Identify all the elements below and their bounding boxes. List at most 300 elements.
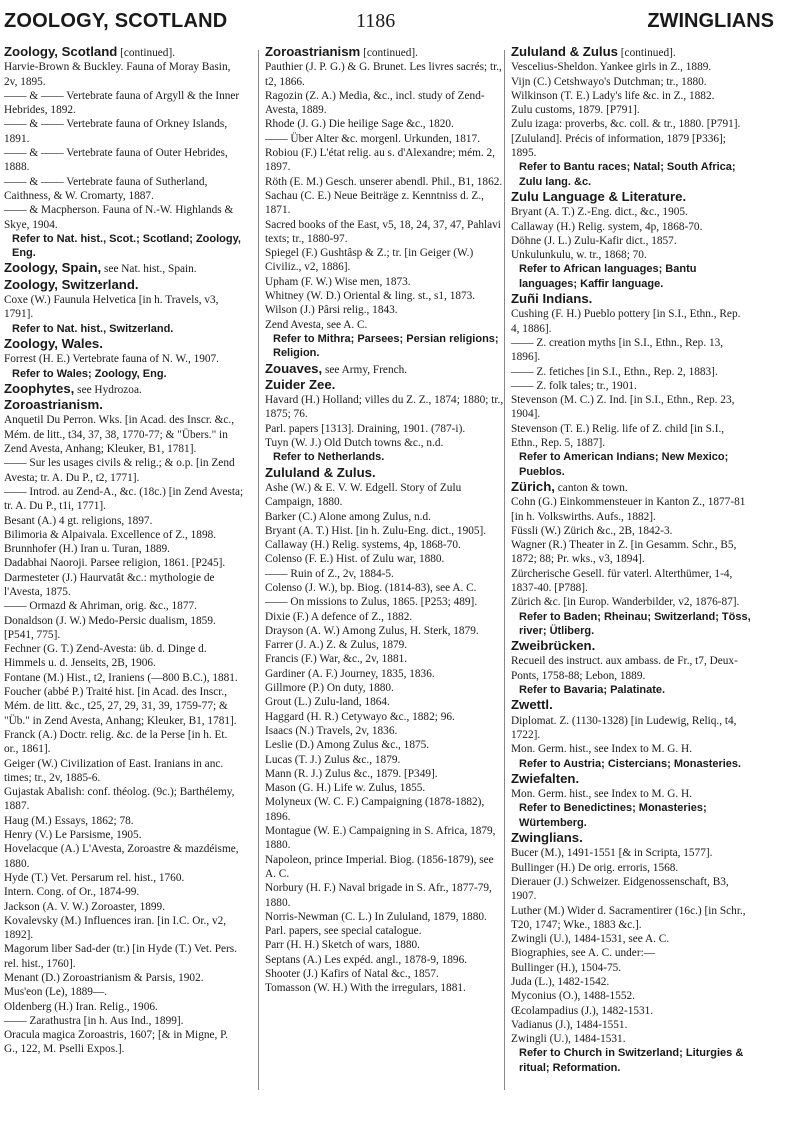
index-entry	[265, 967, 505, 981]
index-entry	[4, 814, 244, 828]
entry-text: Œcolampadius (J.), 1482-1531.	[511, 1004, 654, 1017]
index-entry	[265, 781, 505, 795]
index-entry	[265, 60, 505, 89]
index-entry	[511, 75, 751, 89]
index-entry	[265, 667, 505, 681]
entry-text: Shooter (J.) Kafirs of Natal &c., 1857.	[265, 968, 439, 980]
entry-text: —— Introd. au Zend-A., &c. (18c.) [in Zend Avesta; tr. A. Du P., t1i, 1771].	[4, 485, 244, 513]
heading-term: Zwiefalten.	[511, 770, 580, 786]
entry-text: see Army, French.	[322, 363, 408, 376]
index-entry	[265, 189, 505, 218]
index-entry	[4, 685, 244, 728]
entry-text: Refer to Mithra; Parsees; Persian religions; Religion.	[273, 332, 499, 360]
entry-text: Wilkinson (T. E.) Lady's life &c. in Z., 1882.	[511, 89, 715, 102]
entry-text: Mann (R. J.) Zulus &c., 1879. [P349].	[265, 767, 438, 780]
entry-text: Jackson (A. V. W.) Zoroaster, 1899.	[4, 900, 166, 913]
entry-text: Refer to African languages; Bantu languages; Kaffir language.	[519, 263, 697, 290]
index-entry	[511, 205, 751, 219]
index-entry	[4, 828, 244, 842]
entry-text: Gillmore (P.) On duty, 1880.	[265, 682, 394, 695]
entry-text: Upham (F. W.) Wise men, 1873.	[265, 275, 411, 288]
entry-text: Haggard (H. R.) Cetywayo &c., 1882; 96.	[265, 710, 455, 723]
index-entry	[265, 795, 505, 824]
entry-text: Henry (V.) Le Parsisme, 1905.	[4, 829, 142, 842]
index-entry	[511, 861, 751, 875]
heading-term: Zwettl.	[511, 697, 553, 713]
index-entry	[265, 881, 505, 910]
index-entry	[511, 595, 751, 609]
entry-text: Oracula magica Zoroastris, 1607; [& in Migne, P. G., 122, M. Pselli Expos.].	[4, 1029, 229, 1056]
entry-text: Isaacs (N.) Travels, 2v, 1836.	[265, 724, 398, 737]
index-heading	[265, 44, 505, 60]
heading-term: Zweibrücken.	[511, 638, 596, 654]
index-entry	[265, 595, 505, 609]
heading-term: Zululand & Zulus.	[265, 464, 376, 480]
entry-text: Francis (F.) War, &c., 2v, 1881.	[265, 653, 408, 666]
heading-term: Zululand & Zulus	[511, 44, 618, 59]
index-entry	[4, 556, 244, 570]
cross-reference	[511, 160, 751, 189]
heading-term: Zwinglians.	[511, 830, 583, 846]
entry-text: Refer to Nat. hist., Switzerland.	[12, 322, 174, 335]
column-right	[511, 44, 751, 1075]
entry-text: Tomasson (W. H.) With the irregulars, 1881.	[265, 982, 466, 995]
heading-term: Zoology, Scotland	[4, 44, 118, 59]
entry-text: Döhne (J. L.) Zulu-Kafir dict., 1857.	[511, 234, 677, 247]
entry-text: Leslie (D.) Among Zulus &c., 1875.	[265, 739, 430, 752]
cross-reference	[4, 367, 244, 381]
entry-text: Refer to Austria; Cistercians; Monasteries.	[519, 757, 742, 770]
entry-text: see Hydrozoa.	[74, 383, 142, 396]
index-entry	[265, 824, 505, 853]
entry-text: see Nat. hist., Spain.	[101, 263, 197, 276]
index-entry	[511, 336, 751, 365]
entry-text: Forrest (H. E.) Vertebrate fauna of N. W., 1907.	[4, 353, 220, 366]
index-entry	[265, 422, 505, 436]
entry-text: Oldenberg (H.) Iran. Relig., 1906.	[4, 1000, 158, 1013]
page-header	[0, 0, 800, 44]
index-entry	[511, 975, 751, 989]
entry-text: Wagner (R.) Theater in Z. [in Gesamm. Schr., B5, 1872; 88; Pr. wks., v3, 1894].	[511, 539, 737, 566]
entry-text: Bryant (A. T.) Z.-Eng. dict., &c., 1905.	[511, 206, 688, 219]
entry-text: Gardiner (A. F.) Journey, 1835, 1836.	[265, 667, 435, 680]
heading-term: Zoroastrianism.	[4, 397, 103, 413]
entry-text: —— & —— Vertebrate fauna of Orkney Islands, 1891.	[4, 118, 228, 145]
index-entry	[4, 542, 244, 556]
entry-text: Coxe (W.) Faunula Helvetica [in h. Travels, v3, 1791].	[4, 294, 219, 321]
entry-text: Parl. papers [1313]. Draining, 1901. (787-i).	[265, 422, 466, 435]
page-number: 1186	[356, 10, 396, 32]
index-entry	[265, 303, 505, 317]
index-entry	[265, 953, 505, 967]
entry-text: Franck (A.) Doctr. relig. &c. de la Perse [in h. Et. or., 1861].	[4, 728, 228, 756]
index-entry	[511, 422, 751, 451]
index-entry	[265, 652, 505, 666]
entry-text: —— Über Alter &c. morgenl. Urkunden, 1817.	[265, 132, 481, 145]
entry-text: Grout (L.) Zulu-land, 1864.	[265, 696, 390, 709]
entry-text: —— Z. fetiches [in S.I., Ethn., Rep. 2, 1883].	[511, 365, 718, 378]
index-heading	[265, 377, 505, 393]
entry-text: Mon. Germ. hist., see Index to M. G. H.	[511, 743, 693, 756]
index-entry	[4, 175, 244, 204]
entry-text: Napoleon, prince Imperial. Biog. (1856-1879), see A. C.	[265, 853, 494, 880]
entry-text: Fontane (M.) Hist., t2, Iraniens (—800 B.C.), 1881.	[4, 671, 238, 684]
entry-text: Sacred books of the East, v5, 18, 24, 37, 47, Pahlavi texts; tr., 1880-97.	[265, 218, 501, 245]
index-entry	[4, 352, 244, 366]
index-entry	[511, 60, 751, 74]
entry-text: Hyde (T.) Vet. Persarum rel. hist., 1760.	[4, 871, 185, 884]
entry-text: Haug (M.) Essays, 1862; 78.	[4, 814, 134, 827]
index-entry	[511, 248, 751, 262]
heading-term: Zürich,	[511, 478, 555, 494]
index-entry	[265, 289, 505, 303]
entry-text: —— & Macpherson. Fauna of N.-W. Highlands & Skye, 1904.	[4, 204, 234, 231]
heading-term: Zoology, Switzerland.	[4, 276, 139, 292]
index-entry	[511, 875, 751, 904]
entry-text: Zwingli (U.), 1484-1531, see A. C.	[511, 933, 670, 946]
heading-term: Zoophytes,	[4, 380, 75, 396]
index-entry	[511, 714, 751, 743]
heading-term: Zulu Language & Literature.	[511, 188, 687, 204]
entry-text: Bucer (M.), 1491-1551 [& in Scripta, 1577].	[511, 847, 713, 860]
entry-text: Cohn (G.) Einkommensteuer in Kanton Z., 1877-81 [in h. Volkswirths. Aufs., 1882].	[511, 496, 746, 523]
index-entry	[4, 842, 244, 871]
entry-text: Vijn (C.) Cetshwayo's Dutchman; tr., 1880.	[511, 75, 707, 88]
index-entry	[265, 767, 505, 781]
entry-text: Röth (E. M.) Gesch. unserer abendl. Phil., B1, 1862.	[265, 175, 503, 188]
entry-text: Norris-Newman (C. L.) In Zululand, 1879, 1880.	[265, 910, 487, 923]
entry-text: Donaldson (J. W.) Medo-Persic dualism, 1859. [P541, 775].	[4, 614, 216, 641]
index-entry	[511, 961, 751, 975]
index-entry	[265, 552, 505, 566]
index-heading	[511, 771, 751, 787]
index-entry	[4, 785, 244, 814]
entry-text: —— Zarathustra [in h. Aus Ind., 1899].	[4, 1014, 184, 1027]
entry-text: Bilimoria & Alpaivala. Excellence of Z., 1898.	[4, 528, 217, 541]
entry-text: Parl. papers, see special catalogue.	[265, 925, 422, 938]
index-entry	[265, 146, 505, 175]
index-entry	[511, 234, 751, 248]
index-heading	[511, 44, 751, 60]
entry-text: Füssli (W.) Zürich &c., 2B, 1842-3.	[511, 524, 673, 537]
entry-text: Brunnhofer (H.) Iran u. Turan, 1889.	[4, 543, 170, 556]
index-entry	[4, 413, 244, 456]
entry-text: Harvie-Brown & Buckley. Fauna of Moray Basin, 2v, 1895.	[4, 61, 231, 88]
entry-text: Spiegel (F.) Gushtâsp & Z.; tr. [in Geiger (W.) Civiliz., v2, 1886].	[265, 247, 474, 274]
index-entry	[511, 379, 751, 393]
entry-text: —— Z. folk tales; tr., 1901.	[511, 379, 637, 392]
entry-text: Stevenson (T. E.) Relig. life of Z. child [in S.I., Ethn., Rep. 5, 1887].	[511, 422, 725, 450]
index-entry	[4, 456, 244, 485]
index-entry	[265, 610, 505, 624]
index-entry	[4, 60, 244, 89]
entry-text: Callaway (H.) Relig. system, 4p, 1868-70.	[511, 220, 703, 233]
entry-text: —— & —— Vertebrate fauna of Argyll & the Inner Hebrides, 1892.	[4, 89, 240, 117]
heading-term: Zoology, Wales.	[4, 335, 103, 351]
entry-text: [continued].	[360, 47, 419, 59]
entry-text: Bullinger (H.) De orig. erroris, 1568.	[511, 861, 679, 874]
entry-text: Zend Avesta, see A. C.	[265, 318, 368, 331]
cross-reference	[265, 332, 505, 361]
index-entry	[265, 724, 505, 738]
index-entry	[265, 275, 505, 289]
index-entry	[265, 218, 505, 247]
entry-text: Juda (L.), 1482-1542.	[511, 976, 610, 988]
index-entry	[265, 581, 505, 595]
entry-text: Cushing (F. H.) Pueblo pottery [in S.I., Ethn., Rep. 4, 1886].	[511, 308, 741, 335]
index-entry	[265, 132, 505, 146]
index-entry	[4, 146, 244, 175]
index-heading	[4, 277, 244, 293]
entry-text: —— Ruin of Z., 2v, 1884-5.	[265, 567, 394, 580]
entry-text: Unkulunkulu, w. tr., 1868; 70.	[511, 249, 647, 262]
entry-text: Myconius (O.), 1488-1552.	[511, 990, 635, 1003]
index-entry	[511, 132, 751, 161]
entry-text: Robiou (F.) L'état relig. au s. d'Alexandre; mém. 2, 1897.	[265, 147, 495, 174]
index-entry	[511, 538, 751, 567]
entry-text: Colenso (F. E.) Hist. of Zulu war, 1880.	[265, 553, 445, 566]
cross-reference	[511, 1046, 751, 1075]
index-entry	[4, 528, 244, 542]
index-entry	[4, 117, 244, 146]
cross-reference	[511, 610, 751, 639]
cross-reference	[4, 232, 244, 261]
entry-text: Farrer (J. A.) Z. & Zulus, 1879.	[265, 639, 408, 652]
entry-text: Refer to Benedictines; Monasteries; Würtemberg.	[519, 802, 707, 829]
entry-text: Recueil des instruct. aux ambass. de Fr., t7, Deux-Ponts, 1758-88; Lebon, 1889.	[511, 655, 738, 682]
index-entry	[4, 614, 244, 643]
cross-reference	[511, 450, 751, 479]
index-heading	[4, 336, 244, 352]
cross-reference	[511, 757, 751, 771]
index-entry	[4, 971, 244, 985]
index-entry	[511, 846, 751, 860]
entry-text: —— Ormazd & Ahriman, orig. &c., 1877.	[4, 600, 197, 613]
entry-text: Callaway (H.) Relig. systems, 4p, 1868-70.	[265, 539, 461, 552]
index-heading	[511, 830, 751, 846]
index-entry	[4, 985, 244, 999]
column-left	[4, 44, 244, 1057]
entry-text: —— & —— Vertebrate fauna of Outer Hebrides, 1888.	[4, 147, 228, 174]
entry-text: Geiger (W.) Civilization of East. Iranians in anc. times; tr., 2v, 1885-6.	[4, 757, 224, 784]
index-entry	[511, 932, 751, 946]
entry-text: Wilson (J.) Pârsi relig., 1843.	[265, 304, 398, 317]
index-entry	[265, 481, 505, 510]
entry-text: Septans (A.) Les expéd. angl., 1878-9, 1896.	[265, 953, 468, 966]
entry-text: —— & —— Vertebrate fauna of Sutherland, Caithness, & W. Cromarty, 1887.	[4, 175, 208, 202]
index-entry	[4, 642, 244, 671]
index-entry	[265, 681, 505, 695]
entry-text: Zulu izaga: proverbs, &c. coll. & tr., 1880. [P791].	[511, 118, 741, 131]
entry-text: Drayson (A. W.) Among Zulus, H. Sterk, 1879.	[265, 624, 479, 637]
index-entry	[265, 538, 505, 552]
index-entry	[4, 599, 244, 613]
column-middle	[265, 44, 505, 996]
entry-text: Refer to American Indians; New Mexico; Pueblos.	[519, 451, 729, 478]
cross-reference	[511, 801, 751, 830]
cross-reference	[265, 450, 505, 464]
entry-text: Zulu customs, 1879. [P791].	[511, 104, 640, 117]
entry-text: Stevenson (M. C.) Z. Ind. [in S.I., Ethn., Rep. 23, 1904].	[511, 394, 735, 421]
column-divider	[258, 50, 259, 1090]
cross-reference	[511, 683, 751, 697]
heading-term: Zouaves,	[265, 360, 323, 376]
entry-text: Zürich &c. [in Europ. Wanderbilder, v2, 1876-87].	[511, 596, 740, 609]
entry-text: Montague (W. E.) Campaigning in S. Africa, 1879, 1880.	[265, 825, 496, 852]
index-entry	[265, 738, 505, 752]
index-entry	[511, 393, 751, 422]
index-heading	[511, 697, 751, 713]
index-entry	[4, 942, 244, 971]
entry-text: Dixie (F.) A defence of Z., 1882.	[265, 610, 413, 623]
entry-text: Intern. Cong. of Or., 1874-99.	[4, 886, 140, 899]
index-entry	[511, 742, 751, 756]
index-entry	[4, 728, 244, 757]
index-entry	[265, 624, 505, 638]
index-entry	[4, 900, 244, 914]
index-entry	[511, 654, 751, 683]
index-entry	[511, 1018, 751, 1032]
index-heading	[4, 260, 244, 276]
entry-text: Gujastak Abalish: conf. théolog. (9c.); Barthélemy, 1887.	[4, 786, 235, 813]
index-heading	[4, 381, 244, 397]
index-entry	[4, 89, 244, 118]
index-entry	[511, 1004, 751, 1018]
index-entry	[4, 914, 244, 943]
index-entry	[265, 524, 505, 538]
entry-text: Parr (H. H.) Sketch of wars, 1880.	[265, 939, 420, 952]
entry-text: Besant (A.) 4 gt. religions, 1897.	[4, 514, 153, 527]
entry-text: Barker (C.) Alone among Zulus, n.d.	[265, 510, 431, 523]
index-heading	[511, 638, 751, 654]
index-entry	[4, 1014, 244, 1028]
index-entry	[265, 117, 505, 131]
entry-text: Mason (G. H.) Life w. Zulus, 1855.	[265, 782, 426, 795]
index-entry	[265, 567, 505, 581]
index-entry	[511, 1032, 751, 1046]
index-entry	[511, 103, 751, 117]
entry-text: [Zululand]. Précis of information, 1879 [P336]; 1895.	[511, 132, 726, 160]
entry-text: Hovelacque (A.) L'Avesta, Zoroastre & mazdéisme, 1880.	[4, 843, 239, 870]
running-head-right: ZWINGLIANS	[647, 10, 774, 32]
heading-term: Zuñi Indians.	[511, 291, 593, 307]
entry-text: Luther (M.) Wider d. Sacramentirer (16c.) [in Schr., T20, 1747; Wke., 1883 &c.].	[511, 904, 746, 931]
cross-reference	[511, 262, 751, 291]
entry-text: Foucher (abbé P.) Traité hist. [in Acad. des Inscr., Mém. de litt. &c., t25, 27, 29, 31, 39, 1759-77; & "Üb." in Zend Avesta, Anhang; Kleuker, B1, 1781].	[4, 686, 237, 727]
entry-text: Diplomat. Z. (1130-1328) [in Ludewig, Reliq., t4, 1722].	[511, 714, 737, 741]
entry-text: Pauthier (J. P. G.) & G. Brunet. Les livres sacrés; tr., t2, 1866.	[265, 61, 502, 88]
index-entry	[511, 117, 751, 131]
entry-text: Havard (H.) Holland; villes du Z. Z., 1874; 1880; tr., 1875; 76.	[265, 394, 504, 421]
entry-text: [continued].	[617, 47, 676, 59]
entry-text: Mon. Germ. hist., see Index to M. G. H.	[511, 788, 693, 801]
entry-text: Norbury (H. F.) Naval brigade in S. Afr., 1877-79, 1880.	[265, 882, 492, 909]
index-entry	[4, 485, 244, 514]
entry-text: Bryant (A. T.) Hist. [in h. Zulu-Eng. dict., 1905].	[265, 524, 487, 537]
heading-term: Zoology, Spain,	[4, 260, 102, 276]
index-entry	[265, 510, 505, 524]
entry-text: Anquetil Du Perron. Wks. [in Acad. des Inscr. &c., Mém. de litt., t34, 37, 38, 1770-77; & "Übers." in Zend Avesta, Anhang; Kleuker, B1, 1781].	[4, 414, 235, 456]
entry-text: Ragozin (Z. A.) Media, &c., incl. study of Zend-Avesta, 1889.	[265, 89, 485, 117]
entry-text: Whitney (W. D.) Oriental & ling. st., s1, 1873.	[265, 290, 476, 303]
entry-text: Magorum liber Sad-der (tr.) [in Hyde (T.) Vet. Pers. rel. hist., 1760].	[4, 943, 237, 970]
index-entry	[4, 514, 244, 528]
index-entry	[511, 307, 751, 336]
index-heading	[265, 361, 505, 377]
entry-text: —— Z. creation myths [in S.I., Ethn., Rep. 13, 1896].	[511, 336, 724, 364]
index-entry	[265, 246, 505, 275]
entry-text: [continued].	[117, 47, 176, 59]
index-heading	[265, 465, 505, 481]
index-entry	[511, 946, 751, 960]
index-entry	[4, 203, 244, 232]
index-heading	[511, 291, 751, 307]
entry-text: Menant (D.) Zoroastrianism & Parsis, 1902.	[4, 972, 204, 984]
entry-text: Colenso (J. W.), bp. Biog. (1814-83), see A. C.	[265, 581, 477, 594]
entry-text: —— Sur les usages civils & relig.; & o.p. [in Zend Avesta; tr. A. Du P., t2, 1771].	[4, 457, 235, 484]
index-entry	[511, 365, 751, 379]
index-entry	[265, 436, 505, 450]
entry-text: Refer to Nat. hist., Scot.; Scotland; Zoology, Eng.	[12, 232, 241, 260]
index-entry	[4, 871, 244, 885]
entry-text: Refer to Baden; Rheinau; Switzerland; Töss, river; Ütliberg.	[519, 610, 751, 637]
entry-text: Refer to Bantu races; Natal; South Africa; Zulu lang. &c.	[519, 161, 736, 188]
index-entry	[265, 924, 505, 938]
entry-text: Dadabhai Naoroji. Parsee religion, 1861. [P245].	[4, 557, 226, 570]
entry-text: Refer to Bavaria; Palatinate.	[519, 684, 666, 697]
index-entry	[265, 753, 505, 767]
entry-text: Dierauer (J.) Schweizer. Eidgenossenschaft, B3, 1907.	[511, 875, 729, 903]
heading-term: Zuider Zee.	[265, 376, 336, 392]
index-entry	[265, 938, 505, 952]
index-heading	[511, 479, 751, 495]
index-entry	[265, 910, 505, 924]
index-entry	[511, 524, 751, 538]
entry-text: Refer to Netherlands.	[273, 451, 385, 464]
index-entry	[4, 757, 244, 786]
index-entry	[4, 1028, 244, 1057]
entry-text: Lucas (T. J.) Zulus &c., 1879.	[265, 753, 401, 766]
index-entry	[511, 787, 751, 801]
entry-text: Ashe (W.) & E. V. W. Edgell. Story of Zulu Campaign, 1880.	[265, 481, 462, 509]
index-entry	[265, 981, 505, 995]
entry-text: Mus'eon (Le), 1889—.	[4, 986, 108, 999]
index-entry	[4, 571, 244, 600]
entry-text: Biographies, see A. C. under:—	[511, 947, 656, 960]
entry-text: Vescelius-Sheldon. Yankee girls in Z., 1889.	[511, 61, 712, 74]
index-entry	[4, 1000, 244, 1014]
index-entry	[4, 293, 244, 322]
entry-text: Sachau (C. E.) Neue Beiträge z. Kenntniss d. Z., 1871.	[265, 189, 484, 217]
index-entry	[511, 904, 751, 933]
index-entry	[511, 567, 751, 596]
index-entry	[265, 853, 505, 882]
index-entry	[4, 671, 244, 685]
entry-text: Vadianus (J.), 1484-1551.	[511, 1018, 628, 1031]
index-entry	[265, 695, 505, 709]
entry-text: Rhode (J. G.) Die heilige Sage &c., 1820.	[265, 118, 454, 131]
index-entry	[265, 175, 505, 189]
index-heading	[511, 189, 751, 205]
entry-text: Kovalevsky (M.) Influences iran. [in I.C. Or., v2, 1892].	[4, 914, 227, 942]
entry-text: Zürcherische Gesell. für vaterl. Alterthümer, 1-4, 1837-40. [P788].	[511, 567, 733, 594]
heading-term: Zoroastrianism	[265, 44, 361, 59]
entry-text: Molyneux (W. C. F.) Campaigning (1878-1882), 1896.	[265, 796, 485, 823]
index-heading	[4, 44, 244, 60]
index-entry	[265, 638, 505, 652]
index-entry	[511, 495, 751, 524]
index-entry	[511, 220, 751, 234]
